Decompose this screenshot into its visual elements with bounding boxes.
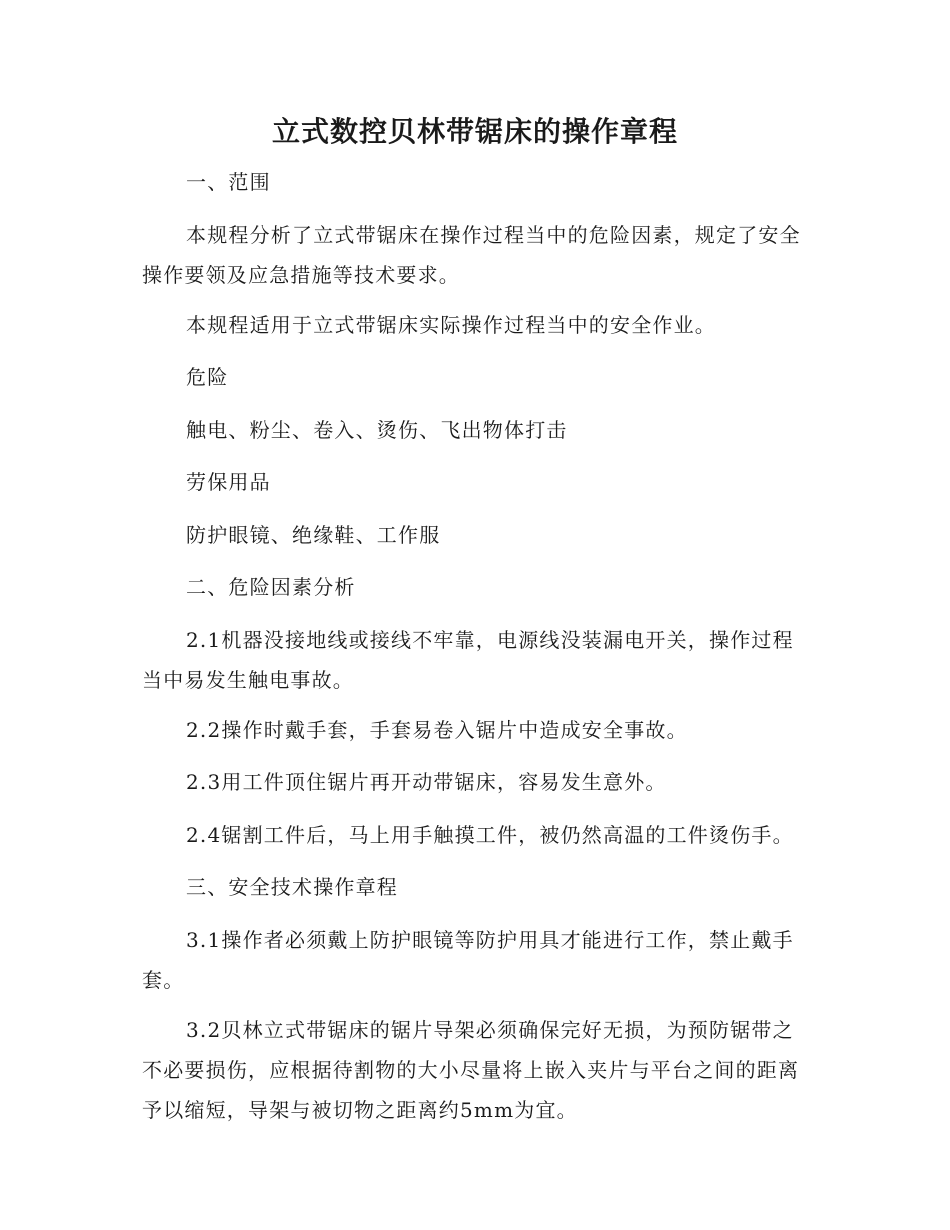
- paragraph-item-3-2: 3.2贝林立式带锯床的锯片导架必须确保完好无损，为预防锯带之不必要损伤，应根据待割物的大小尽量将上嵌入夹片与平台之间的距离予以缩短，导架与被切物之距离约5mm为宜。: [142, 1018, 800, 1122]
- paragraph-item-2-3: 2.3用工件顶住锯片再开动带锯床，容易发生意外。: [186, 770, 667, 794]
- paragraph-item-2-4: 2.4锯割工件后，马上用手触摸工件，被仍然高温的工件烫伤手。: [186, 823, 794, 847]
- paragraph-item-3-1: 3.1操作者必须戴上防护眼镜等防护用具才能进行工作，禁止戴手套。: [142, 928, 794, 992]
- paragraph-hazards-list: 触电、粉尘、卷入、烫伤、飞出物体打击: [186, 418, 568, 442]
- section-heading-safety-procedures: 三、安全技术操作章程: [186, 875, 398, 899]
- paragraph-scope-applicability: 本规程适用于立式带锯床实际操作过程当中的安全作业。: [186, 313, 716, 337]
- paragraph-scope-description: 本规程分析了立式带锯床在操作过程当中的危险因素，规定了安全操作要领及应急措施等技术要求。: [142, 223, 801, 287]
- label-protective-equipment: 劳保用品: [186, 470, 271, 494]
- document-title: 立式数控贝林带锯床的操作章程: [271, 115, 678, 148]
- paragraph-item-2-1: 2.1机器没接地线或接线不牢靠，电源线没装漏电开关，操作过程当中易发生触电事故。: [142, 628, 794, 692]
- paragraph-protective-equipment-list: 防护眼镜、绝缘鞋、工作服: [186, 523, 441, 547]
- paragraph-item-2-2: 2.2操作时戴手套，手套易卷入锯片中造成安全事故。: [186, 718, 688, 742]
- section-heading-scope: 一、范围: [186, 170, 271, 194]
- section-heading-hazard-analysis: 二、危险因素分析: [186, 575, 356, 599]
- label-hazards: 危险: [186, 365, 229, 389]
